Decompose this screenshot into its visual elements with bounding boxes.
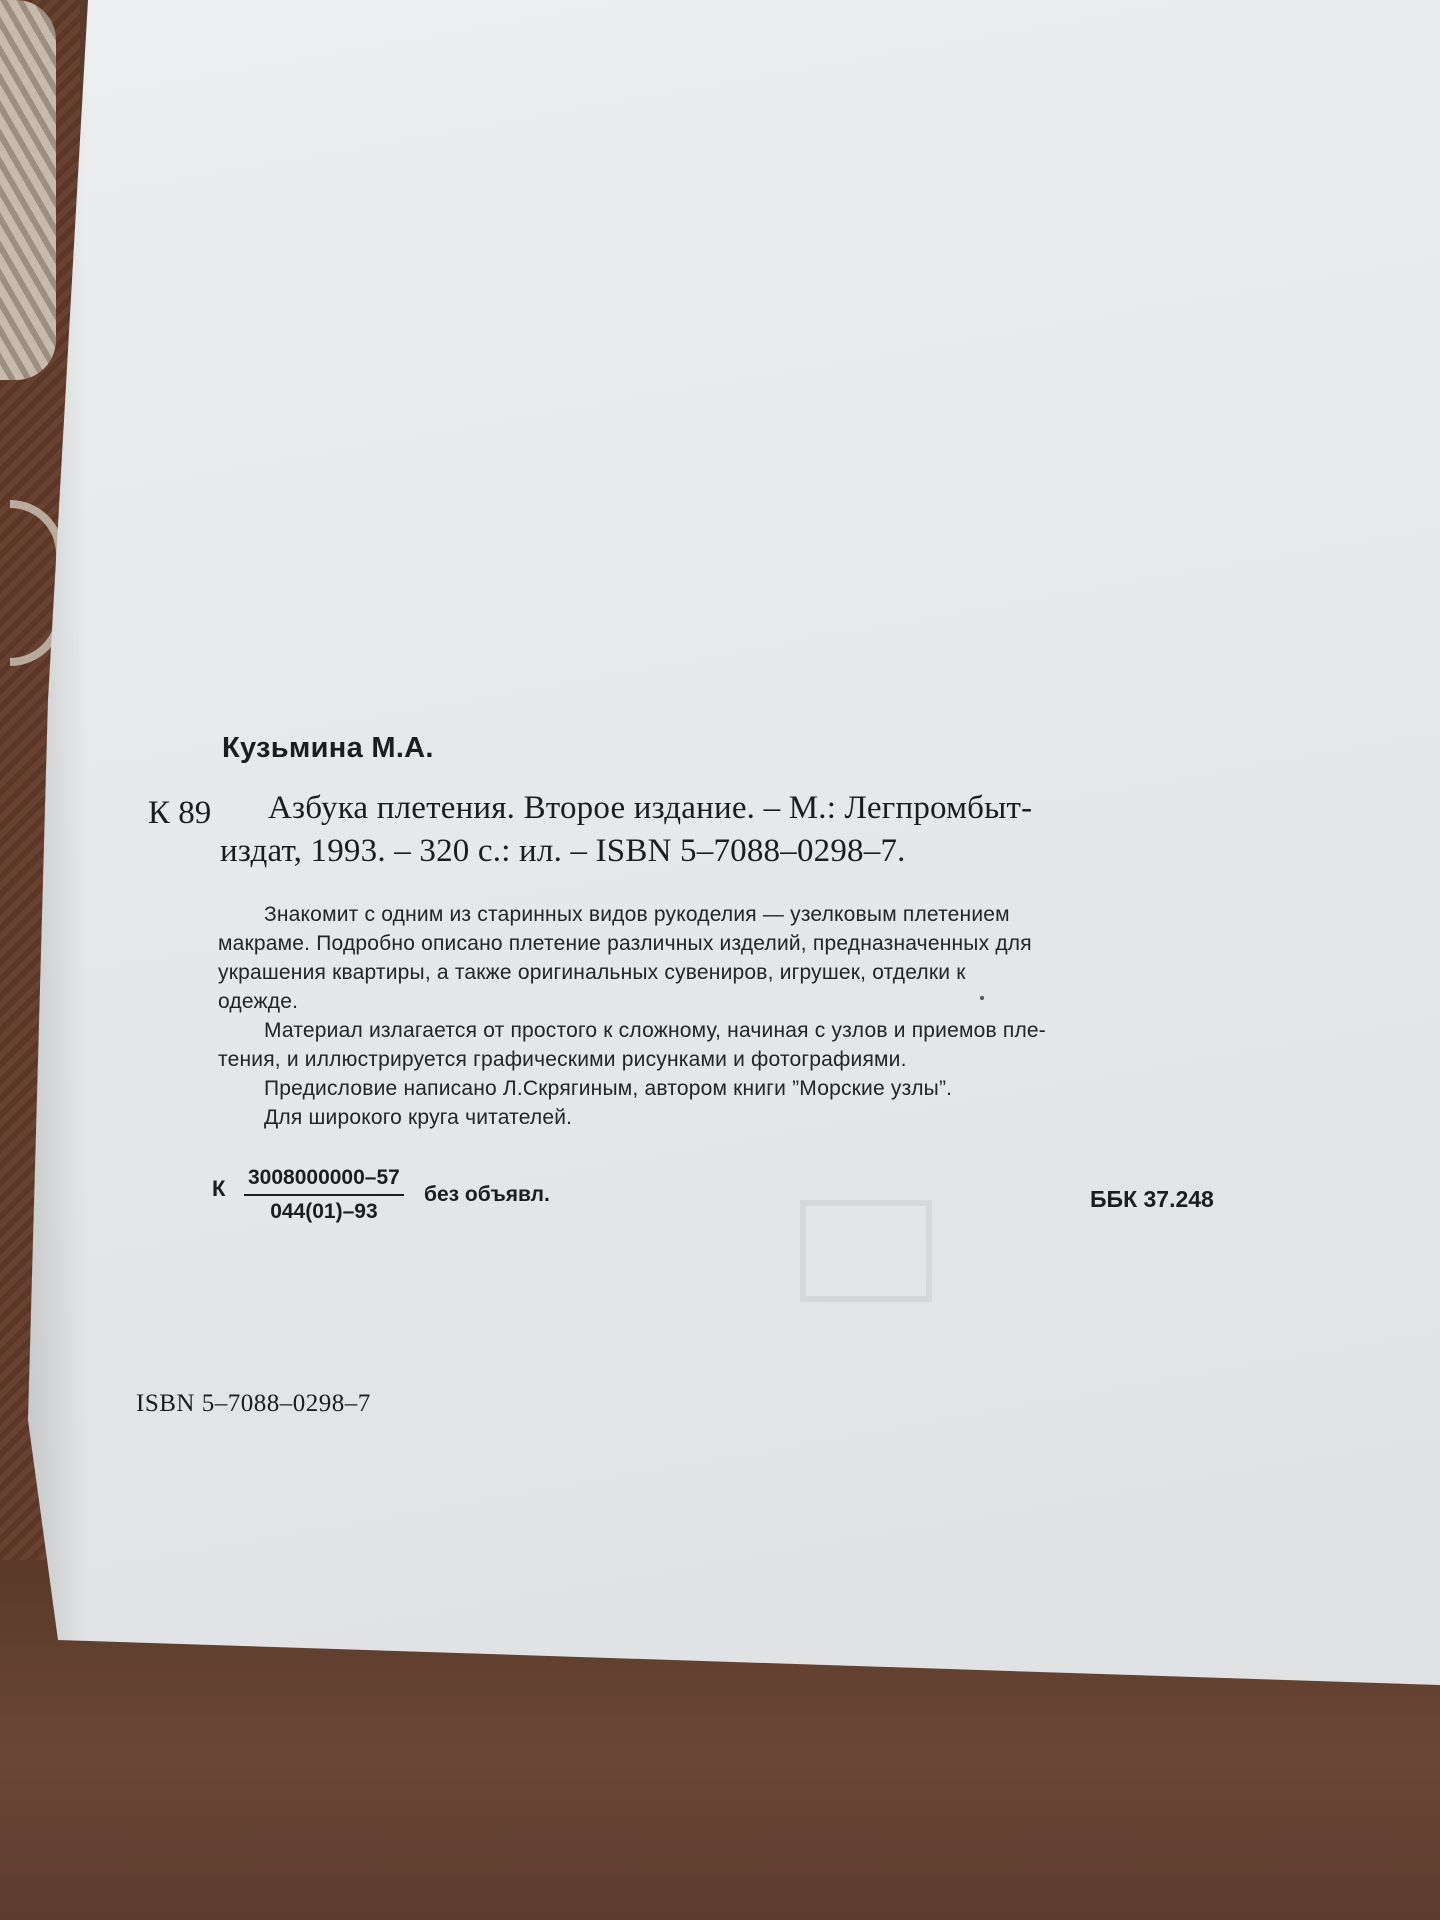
classification-letter: К bbox=[212, 1176, 226, 1201]
show-through-print bbox=[780, 1200, 1140, 1440]
annotation-line: макраме. Подробно описано плетение различных изделий, предназначенных для bbox=[218, 932, 1032, 955]
show-through-logo bbox=[800, 1200, 932, 1302]
rope-decoration bbox=[0, 0, 56, 380]
classification-note: без объявл. bbox=[424, 1183, 550, 1206]
annotation-line: Знакомит с одним из старинных видов рукоделия — узелковым плетением bbox=[264, 903, 1010, 926]
fraction-denominator: 044(01)–93 bbox=[270, 1200, 378, 1223]
bbk-code: ББК 37.248 bbox=[1090, 1186, 1214, 1212]
annotation-line: Для широкого круга читателей. bbox=[264, 1106, 573, 1129]
isbn-number: ISBN 5–7088–0298–7 bbox=[136, 1390, 371, 1417]
annotation-line: Предисловие написано Л.Скрягиным, автором книги ”Морские узлы”. bbox=[264, 1077, 953, 1100]
author-name: Кузьмина М.А. bbox=[222, 732, 434, 764]
classification-fraction bbox=[244, 1166, 404, 1224]
annotation-line: украшения квартиры, а также оригинальных сувениров, игрушек, отделки к bbox=[218, 961, 966, 984]
bibliographic-line-1: Азбука плетения. Второе издание. – М.: Легпромбыт- bbox=[268, 790, 1033, 826]
bibliographic-line-2: издат, 1993. – 320 с.: ил. – ISBN 5–7088–0298–7. bbox=[220, 833, 906, 869]
annotation-line: одежде. bbox=[218, 990, 299, 1013]
fraction-numerator: 3008000000–57 bbox=[244, 1166, 404, 1196]
annotation-line: тения, и иллюстрируется графическими рисунками и фотографиями. bbox=[218, 1048, 907, 1071]
annotation bbox=[218, 900, 1218, 1132]
ink-speck bbox=[980, 996, 984, 1000]
catalog-index: К 89 bbox=[148, 795, 212, 831]
annotation-line: Материал излагается от простого к сложному, начиная с узлов и приемов пле- bbox=[264, 1019, 1046, 1042]
